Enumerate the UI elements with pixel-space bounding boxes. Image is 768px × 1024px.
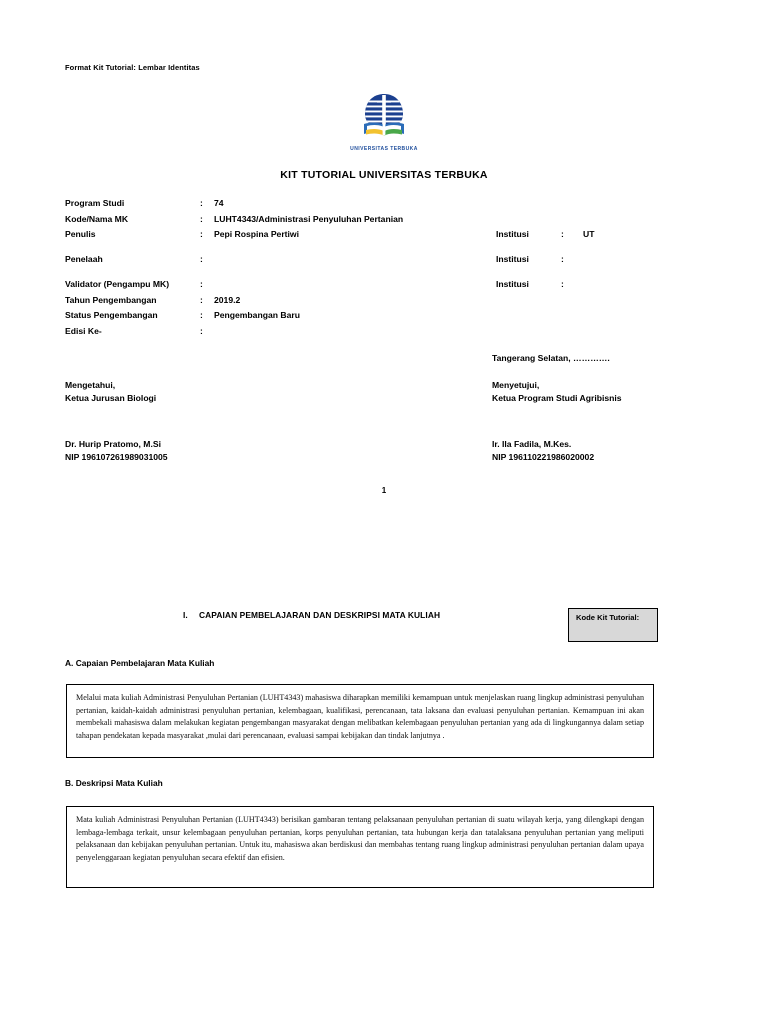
field-value: 74 — [214, 198, 224, 208]
signatory-right-nip: NIP 196110221986020002 — [492, 451, 595, 462]
universitas-terbuka-logo-icon — [356, 92, 412, 140]
identity-row — [65, 227, 705, 252]
section-heading — [183, 610, 440, 620]
approval-right-line2: Ketua Program Studi Agribisnis — [492, 392, 622, 403]
field-colon: : — [200, 310, 203, 320]
field-label: Kode/Nama MK — [65, 213, 129, 224]
signatory-left-nip: NIP 196107261989031005 — [65, 451, 168, 462]
field-colon: : — [200, 294, 203, 305]
field-label: Program Studi — [65, 198, 125, 208]
field-right-value: UT — [583, 229, 595, 239]
field-label: Validator (Pengampu MK) — [65, 279, 170, 289]
approval-right-line1: Menyetujui, — [492, 380, 540, 390]
field-right-colon: : — [561, 229, 564, 239]
section-heading-text: CAPAIAN PEMBELAJARAN DAN DESKRIPSI MATA KULIAH — [199, 610, 441, 620]
approval-left-block — [65, 379, 156, 404]
field-label: Tahun Pengembangan — [65, 294, 157, 305]
field-colon: : — [200, 229, 203, 239]
subsection-a-body-box — [66, 684, 654, 758]
signatory-right — [492, 438, 594, 463]
field-value: Pengembangan Baru — [214, 310, 300, 320]
document-header-label: Format Kit Tutorial: Lembar Identitas — [65, 63, 200, 72]
field-colon: : — [200, 198, 203, 208]
field-right-label: Institusi — [496, 279, 529, 289]
field-value: Pepi Rospina Pertiwi — [214, 229, 300, 239]
identity-row — [65, 277, 705, 293]
field-right-label: Institusi — [496, 229, 529, 239]
signatory-left-name: Dr. Hurip Pratomo, M.Si — [65, 439, 161, 449]
approval-left-line2: Ketua Jurusan Biologi — [65, 392, 157, 403]
signatory-right-name: Ir. Ila Fadila, M.Kes. — [492, 439, 572, 449]
field-label: Penelaah — [65, 254, 103, 264]
page-title: KIT TUTORIAL UNIVERSITAS TERBUKA — [280, 169, 488, 181]
field-right-colon: : — [561, 279, 564, 289]
identity-row — [65, 212, 705, 228]
field-right-colon: : — [561, 254, 564, 264]
kode-kit-tutorial-box — [568, 608, 658, 642]
identity-row — [65, 293, 705, 309]
field-colon: : — [200, 213, 203, 224]
field-value: 2019.2 — [214, 294, 241, 305]
logo-caption: UNIVERSITAS TERBUKA — [350, 146, 418, 152]
kode-kit-tutorial-label: Kode Kit Tutorial: — [576, 613, 640, 622]
field-label: Edisi Ke- — [65, 325, 102, 336]
field-value: LUHT4343/Administrasi Penyuluhan Pertanian — [214, 213, 404, 224]
subsection-b-heading: B. Deskripsi Mata Kuliah — [65, 778, 163, 788]
signatory-left — [65, 438, 168, 463]
identity-row — [65, 252, 705, 277]
field-colon: : — [200, 325, 203, 336]
university-logo-container — [0, 92, 768, 155]
place-and-date: Tangerang Selatan, …………. — [492, 353, 610, 363]
field-label: Status Pengembangan — [65, 310, 158, 320]
identity-row — [65, 308, 705, 324]
field-right-label: Institusi — [496, 254, 529, 264]
field-colon: : — [200, 254, 203, 264]
identity-row — [65, 196, 705, 212]
approval-right-block — [492, 379, 622, 404]
identity-fields — [65, 196, 705, 339]
field-label: Penulis — [65, 229, 96, 239]
identity-row — [65, 324, 705, 340]
section-numeral: I. — [183, 610, 188, 620]
subsection-a-body-text: Melalui mata kuliah Administrasi Penyuluhan Pertanian (LUHT4343) mahasiswa diharapkan memiliki kemampuan untuk menjelaskan ruang lingkup administrasi penyuluhan pertanian, kaidah-kaidah administrasi penyuluhan pertanian, kelembagaan, kualifikasi, perencanaan, tata laksana dan evaluasi penyuluhan pertanian. Kemampuan ini akan membekali mahasiswa dalam melakukan kegiatan pengembangan masyarakat dengan melibatkan kelembagaan penyuluhan pertanian yang ada di lingkungannya dalam setiap tahapan pendekatan kepada masyarakat ,mulai dari perencanaan, evaluasi sampai kebijakan dan tindak lanjutnya . — [76, 693, 644, 740]
subsection-b-body-box — [66, 806, 654, 888]
subsection-b-body-text: Mata kuliah Administrasi Penyuluhan Pertanian (LUHT4343) berisikan gambaran tentang pelaksanaan penyuluhan pertanian di suatu wilayah kerja, yang dilengkapi dengan lembaga-lembaga terkait, unsur kelembagaan penyuluhan pertanian, korps penyuluhan pertanian, tata hubungan kerja dan tatalaksana penyuluhan pertanian yang meliputi pelaksanaan dan kebijakan penyuluhan pertanian. Untuk itu, mahasiswa akan berdiskusi dan membahas tentang ruang lingkup administrasi penyuluhan pertanian dalam upaya penyelenggaraan kegiatan penyuluhan secara efektif dan efisien. — [76, 815, 644, 862]
subsection-a-heading: A. Capaian Pembelajaran Mata Kuliah — [65, 658, 215, 668]
page-number: 1 — [381, 486, 387, 495]
approval-left-line1: Mengetahui, — [65, 380, 116, 390]
logo-box — [345, 92, 423, 152]
field-colon: : — [200, 279, 203, 289]
